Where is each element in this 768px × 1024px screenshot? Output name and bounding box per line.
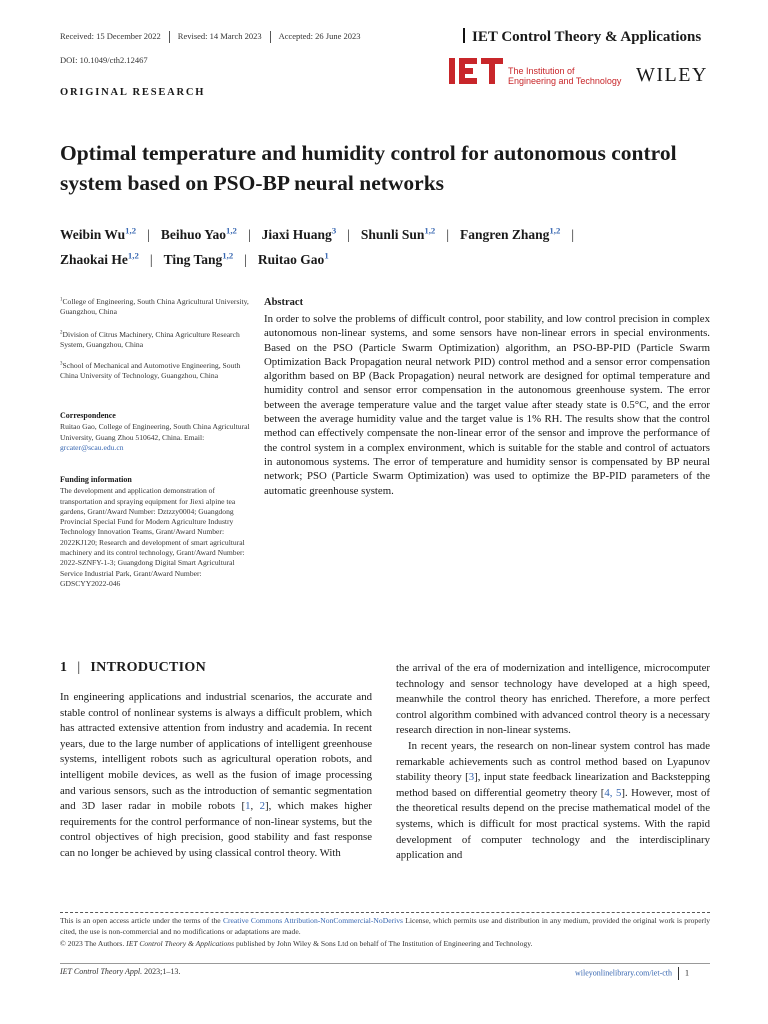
author-divider: | — [247, 227, 251, 242]
date-separator — [270, 31, 271, 43]
author[interactable] — [460, 227, 560, 242]
citation-journal: IET Control Theory Appl. — [60, 967, 143, 976]
accepted-date: Accepted: 26 June 2023 — [278, 31, 361, 41]
affiliation-2 — [60, 330, 250, 351]
iet-line-2: Engineering and Technology — [508, 76, 622, 86]
intro-text: ]. However, most of the theoretical results depend on the precise mathematical model of the systems, which is difficult for most practical systems. With the rapid development of computer technology and the interdisciplinary application and — [396, 786, 710, 862]
reference-link[interactable]: 2 — [259, 800, 265, 813]
iet-logo-text — [508, 66, 621, 86]
journal-url-link[interactable]: wileyonlinelibrary.com/iet-cth — [575, 968, 673, 978]
author-list — [60, 222, 720, 272]
affiliation-number: 3 — [60, 361, 63, 367]
affiliation-number: 1 — [60, 297, 63, 303]
copyright-line — [60, 938, 710, 949]
intro-text: In recent years, the research on non-linear system control has made remarkable achievements such as control method based on Lyapunov stability theory [ — [396, 739, 710, 784]
section-title: INTRODUCTION — [90, 660, 207, 675]
page-citation — [60, 967, 180, 976]
intro-column-2 — [396, 661, 710, 864]
author[interactable] — [60, 252, 139, 267]
email-label: Email: — [183, 432, 205, 442]
author[interactable] — [164, 252, 234, 267]
correspondence-block — [60, 411, 250, 453]
journal-title-bar — [463, 28, 465, 43]
revised-date: Revised: 14 March 2023 — [177, 31, 262, 41]
author-name[interactable]: Beihuo Yao — [160, 227, 226, 242]
affiliation-3 — [60, 361, 250, 382]
funding-text: The development and application demonstration of transportation and spraying equipment for Jiexi alpine tea gardens, Grant/Award Number: Dztzzy0004; Guangdong Provincial Special Fund for Modern Agriculture Industry Technology Innovation Teams, Grant/Award Number: 2022KJ120; Research and development of smart agricultural machinery and its control technology, Grant/Award Number: 2022-SZNFY-1-3; Guangdong Digital Smart Agricultural Service Industrial Park, Grant/Award Number: GDSCYY2022-046 — [60, 486, 245, 588]
license-text: This is an open access article under the terms of the — [60, 916, 223, 925]
author-divider: | — [446, 227, 450, 242]
intro-text: In engineering applications and industrial scenarios, the accurate and stable control of nonlinear systems is always a difficult problem, which has attracted extensive attention from industry and academia. In recent years, due to the large number of applications of intelligent greenhouse systems, intelligent robots such as agricultural operation robots, and intelligent mobile devices, as well as the fusion of image processing and various sensors, such as the introduction of semantic segmentation and 3D laser radar in mobile robots [ — [60, 691, 372, 813]
reference-link[interactable]: 1 — [245, 800, 251, 813]
author-name[interactable]: Jiaxi Huang — [261, 227, 332, 242]
author-affiliation[interactable]: 1,2 — [424, 225, 436, 236]
reference-link[interactable]: 4, 5 — [604, 786, 622, 799]
paper-title: Optimal temperature and humidity control for autonomous control system based on PSO-BP neural networks — [60, 141, 677, 195]
section-divider: | — [77, 660, 81, 675]
section-heading — [60, 660, 206, 676]
author-affiliation[interactable]: 3 — [331, 225, 337, 236]
author[interactable] — [60, 227, 136, 242]
license-text: License, which permits use and distribution in any medium, provided the original work is properly cited, the use is non-commercial and no modifications or adaptations are made. — [60, 916, 710, 937]
author-affiliation[interactable]: 1,2 — [127, 250, 139, 261]
affiliation-text: Division of Citrus Machinery, China Agriculture Research System, Guangzhou, China — [60, 330, 240, 350]
author-affiliation[interactable]: 1,2 — [549, 225, 561, 236]
intro-paragraph: the arrival of the era of modernization and intelligence, microcomputer technology and sensor technology have developed at a high speed, meanwhile the control theory has enriched. Therefore, a more perfect control algorithm combined with advanced control theory is a necessary research direction in non-linear systems. — [396, 662, 710, 737]
wiley-logo[interactable]: WILEY — [636, 64, 708, 86]
abstract-text: In order to solve the problems of difficult control, poor stability, and low control precision in complex autonomous non-linear systems, and some sensors have non-linear errors in special environments. Based on the PSO (Particle Swarm Optimization) algorithm, an PSO-BP-PID (Particle Swarm Optimization Back Propagation neural network PID) control method and a sensor error compensation algorithm based on BP (Back Propagation) neural network are designed for optimal temperature and humidity control and sensor error compensation in the autonomous greenhouse system. The error between the average temperature value and the target value after steady state is 0.5°C, and the error between the average humidity value and the target value is 1% RH. The results show that the control method can effectively compensate the non-linear error of the sensor and improve the performance of the control system in a complex environment, which is suitable for the stable and control of actuators in autonomous systems. The error of temperature and humidity sensor is compensated by BP neural network; PSO (Particle Swarm Optimization) was used to optimize the BP-PID parameters of the automatic greenhouse system. — [264, 313, 710, 497]
affiliation-number: 2 — [60, 330, 63, 336]
funding-heading: Funding information — [60, 475, 132, 484]
author-name[interactable]: Ting Tang — [163, 252, 223, 267]
author[interactable] — [161, 227, 237, 242]
affiliation-text: College of Engineering, South China Agricultural University, Guangzhou, China — [60, 297, 249, 317]
intro-paragraph — [396, 739, 710, 864]
section-number: 1 — [60, 660, 68, 675]
author-divider: | — [149, 252, 153, 267]
copyright-journal: IET Control Theory & Applications — [126, 938, 235, 948]
correspondence-email-link[interactable]: grcater@scau.edu.cn — [60, 442, 124, 452]
article-dates — [60, 31, 361, 43]
author-affiliation[interactable]: 1 — [324, 250, 329, 261]
author[interactable] — [262, 227, 337, 242]
page-number: 1 — [685, 968, 690, 978]
intro-text: , — [250, 800, 260, 813]
date-separator — [169, 31, 170, 43]
license-link[interactable]: Creative Commons Attribution-NonCommercial-NoDerivs — [222, 916, 403, 925]
correspondence-heading: Correspondence — [60, 411, 116, 420]
journal-title[interactable] — [463, 28, 709, 46]
journal-name[interactable]: IET Control Theory & Applications — [472, 29, 702, 45]
author-divider: | — [244, 252, 247, 267]
author-name[interactable]: Fangren Zhang — [460, 227, 550, 242]
copyright-text: © 2023 The Authors. — [60, 938, 127, 948]
author-divider: | — [147, 227, 150, 242]
author-affiliation[interactable]: 1,2 — [225, 225, 237, 236]
intro-text: ], which makes higher requirements for the control performance of non-linear systems, but the control objectives of high precision, good stability and fast response can no longer be achieved by using classical control theory. With — [60, 800, 372, 859]
author-affiliation[interactable]: 1,2 — [125, 225, 137, 236]
intro-column-1 — [60, 690, 372, 862]
author[interactable] — [361, 227, 435, 242]
author[interactable] — [258, 252, 329, 267]
license-footnote — [60, 915, 710, 949]
iet-logo-icon[interactable] — [449, 58, 505, 84]
author-name[interactable]: Ruitao Gao — [257, 252, 325, 267]
received-date: Received: 15 December 2022 — [60, 31, 161, 41]
correspondence-text: Ruitao Gao, College of Engineering, South China Agricultural University, Guang Zhou 510642, China. — [60, 422, 250, 442]
affiliation-text: School of Mechanical and Automotive Engineering, South China University of Technology, Guangzhou, China — [60, 361, 241, 381]
author-name[interactable]: Zhaokai He — [60, 252, 128, 267]
doi[interactable]: DOI: 10.1049/cth2.12467 — [60, 55, 148, 65]
affiliation-1 — [60, 297, 250, 318]
page-number-divider — [678, 967, 679, 980]
author-affiliation[interactable]: 1,2 — [222, 250, 234, 261]
author-name[interactable]: Weibin Wu — [60, 227, 126, 242]
funding-block — [60, 475, 250, 589]
article-type-label: ORIGINAL RESEARCH — [60, 87, 206, 98]
author-name[interactable]: Shunli Sun — [360, 227, 425, 242]
author-divider: | — [347, 227, 350, 242]
intro-text: ], input state feedback linearization and Backstepping method based on differential geometry theory [ — [396, 771, 710, 799]
iet-line-1: The Institution of — [508, 66, 575, 76]
page-footer-right — [575, 967, 689, 980]
citation-rest: 2023;1–13. — [142, 967, 181, 976]
reference-link[interactable]: 3 — [468, 771, 475, 784]
author-divider: | — [571, 227, 575, 242]
footnote-divider — [60, 912, 710, 913]
abstract-heading: Abstract — [264, 297, 304, 308]
page-footer-divider — [60, 963, 710, 964]
license-line — [60, 915, 710, 938]
copyright-text: published by John Wiley & Sons Ltd on behalf of The Institution of Engineering and Technology. — [234, 938, 533, 948]
